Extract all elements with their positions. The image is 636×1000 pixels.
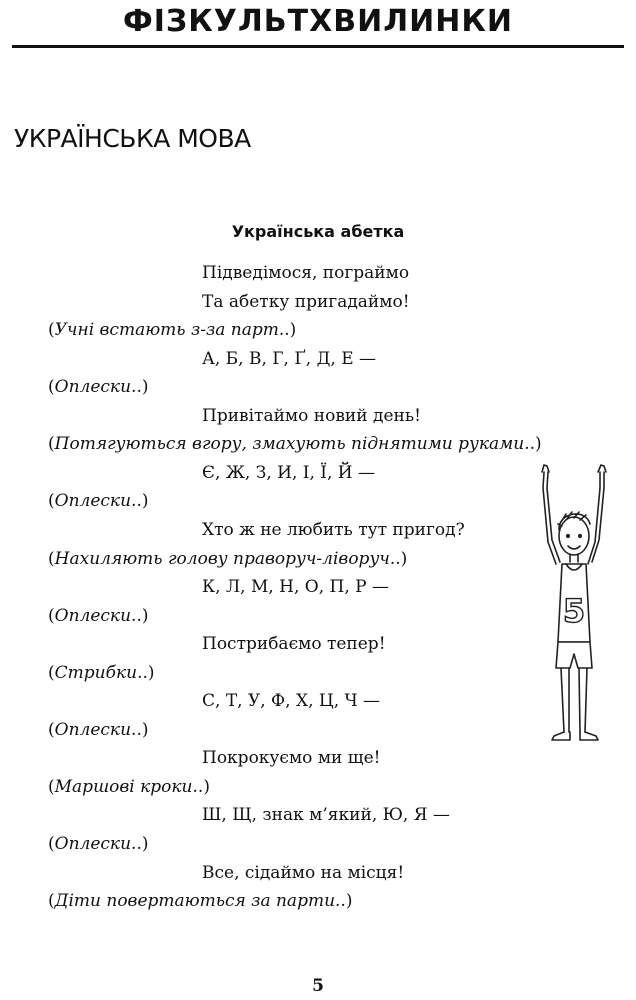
stage-direction: (Потягуються вгору, змахують піднятими руками..) xyxy=(48,434,542,455)
stage-direction-text: Оплески. xyxy=(54,834,137,854)
stage-direction-text: Учні встають з-за парт. xyxy=(54,320,285,341)
stage-direction-text: Потягуються вгору, змахують піднятими руками. xyxy=(54,434,530,455)
verse-line: К, Л, М, Н, О, П, Р — xyxy=(202,577,390,598)
verse-line: Все, сідаймо на місця! xyxy=(202,862,405,883)
stage-direction: (Оплески..) xyxy=(48,491,149,512)
stage-direction: (Оплески..) xyxy=(48,834,149,854)
verse-line: С, Т, У, Ф, Х, Ц, Ч — xyxy=(202,691,381,712)
verse-line: Хто ж не любить тут пригод? xyxy=(202,519,465,540)
stage-direction-text: Оплески. xyxy=(54,377,137,398)
verse-line: Підведімося, пограймо xyxy=(202,263,410,283)
verse-line: Привітаймо новий день! xyxy=(202,405,421,426)
verse-line: Є, Ж, З, И, І, Ї, Й — xyxy=(202,462,376,483)
stage-direction: (Нахиляють голову праворуч-ліворуч..) xyxy=(48,548,408,569)
stage-direction-text: Нахиляють голову праворуч-ліворуч. xyxy=(54,548,396,569)
verse-line: Та абетку пригадаймо! xyxy=(202,291,410,312)
stage-direction: (Діти повертаються за парти..) xyxy=(48,891,353,912)
stage-direction: (Учні встають з-за парт..) xyxy=(48,320,297,341)
verse-line: Покрокуємо ми ще! xyxy=(202,748,381,769)
verse-line: Ш, Щ, знак м’який, Ю, Я — xyxy=(202,805,450,826)
page-number: 5 xyxy=(312,976,324,996)
header-rule xyxy=(12,45,624,48)
page-header xyxy=(12,0,624,46)
stage-direction-text: Стрибки. xyxy=(54,662,143,683)
cheering-boy-illustration xyxy=(534,464,608,744)
stage-direction: (Оплески..) xyxy=(48,719,149,740)
header-title: ФІЗКУЛЬТХВИЛИНКИ xyxy=(123,4,513,39)
stage-direction: (Оплески..) xyxy=(48,605,149,626)
stage-direction-text: Оплески. xyxy=(54,605,137,626)
stage-direction-text: Діти повертаються за парти. xyxy=(54,891,341,912)
jersey-number: 5 xyxy=(562,592,586,630)
verse-line: Пострибаємо тепер! xyxy=(202,634,386,655)
section-title: УКРАЇНСЬКА МОВА xyxy=(14,124,251,153)
stage-direction-text: Маршові кроки. xyxy=(54,776,198,797)
poem-title: Українська абетка xyxy=(231,222,405,241)
verse-line: А, Б, В, Г, Ґ, Д, Е — xyxy=(202,348,377,369)
stage-direction-text: Оплески. xyxy=(54,491,137,512)
stage-direction: (Стрибки..) xyxy=(48,662,155,683)
stage-direction-text: Оплески. xyxy=(54,719,137,740)
stage-direction: (Маршові кроки..) xyxy=(48,776,210,797)
stage-direction: (Оплески..) xyxy=(48,377,149,398)
